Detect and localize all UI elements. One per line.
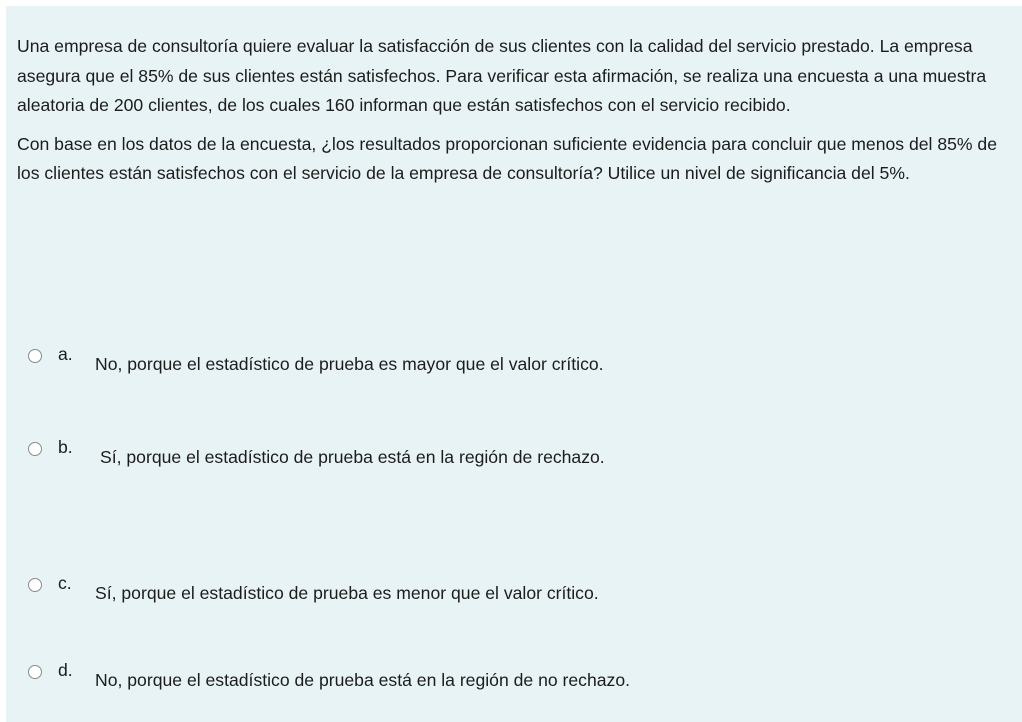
option-letter-b: b. (58, 437, 73, 457)
option-text-c: Sí, porque el estadístico de prueba es menor que el valor crítico. (95, 583, 599, 603)
question-paragraph-2: Con base en los datos de la encuesta, ¿los resultados proporcionan suficiente evidencia para concluir que menos del 85% de los clientes están satisfechos con el servicio de la empresa de consultoría? Utilice un nivel de significancia del 5%. (17, 133, 997, 183)
answer-option-a[interactable] (6, 344, 1006, 374)
radio-button-c[interactable] (28, 578, 42, 592)
option-text-d: No, porque el estadístico de prueba está en la región de no rechazo. (95, 670, 631, 690)
radio-button-b[interactable] (28, 442, 42, 456)
option-letter-a: a. (58, 344, 73, 364)
question-paragraph-1: Una empresa de consultoría quiere evaluar la satisfacción de sus clientes con la calidad del servicio prestado. La empresa asegura que el 85% de sus clientes están satisfechos. Para verificar esta afirmación, se realiza una encuesta a una muestra aleatoria de 200 clientes, de los cuales 160 informan que están satisfechos con el servicio recibido. (17, 36, 987, 115)
option-text-b: Sí, porque el estadístico de prueba está en la región de rechazo. (100, 447, 605, 467)
answer-option-c[interactable] (6, 573, 1006, 603)
answer-option-b[interactable] (6, 437, 1006, 467)
option-letter-c: c. (58, 573, 72, 593)
question-panel (6, 6, 1022, 722)
option-text-a: No, porque el estadístico de prueba es mayor que el valor crítico. (95, 354, 604, 374)
answer-option-d[interactable] (6, 660, 1006, 690)
radio-button-d[interactable] (28, 665, 42, 679)
radio-button-a[interactable] (28, 349, 42, 363)
option-letter-d: d. (58, 660, 73, 680)
question-text (17, 32, 1021, 189)
